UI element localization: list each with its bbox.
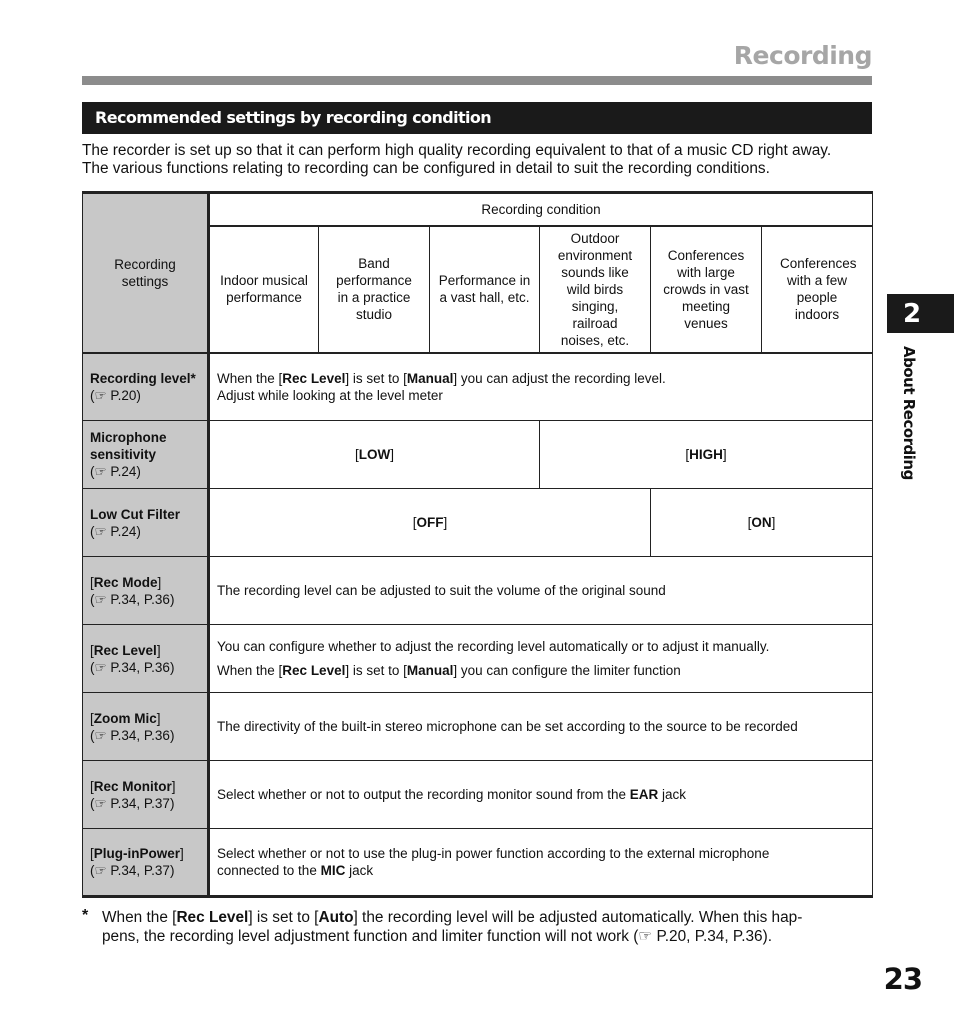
footnote-line: pens, the recording level adjustment function and limiter function will not work (☞ P.20, P.34, P.36). (102, 928, 772, 945)
value-cell-off: [OFF] (209, 489, 651, 557)
page-ref-icon: ☞ (94, 863, 107, 878)
page-ref-icon: ☞ (94, 795, 107, 811)
value-cell-high: [HIGH] (540, 421, 873, 489)
value-cell-low: [LOW] (209, 421, 540, 489)
row-description: The recording level can be adjusted to suit the volume of the original sound (209, 557, 873, 625)
page-number: 23 (883, 962, 922, 996)
row-description: The directivity of the built-in stereo microphone can be set according to the source to be recorded (209, 693, 873, 761)
condition-header: Outdoor environment sounds like wild birds singing, railroad noises, etc. (540, 226, 651, 353)
row-header-recording-level: Recording level* (☞ P.20) (83, 353, 209, 421)
condition-header: Indoor musical performance (209, 226, 319, 353)
page-header-title: Recording (733, 41, 872, 70)
row-description: You can configure whether to adjust the recording level automatically or to adjust it manually. When the [Rec Level] is set to [Manual] you can configure the limiter function (209, 625, 873, 693)
page-ref-icon: ☞ (94, 387, 107, 403)
table-row (83, 421, 873, 489)
value-cell-on: [ON] (651, 489, 873, 557)
page-ref-icon: ☞ (94, 591, 107, 607)
footnote-line: When the [Rec Level] is set to [Auto] the recording level will be adjusted automatically. When this hap- (102, 909, 803, 926)
intro-line: The recorder is set up so that it can perform high quality recording equivalent to that of a music CD right away. (82, 142, 832, 159)
row-header-rec-mode: [Rec Mode] (☞ P.34, P.36) (83, 557, 209, 625)
intro-paragraph (82, 142, 882, 178)
row-description: When the [Rec Level] is set to [Manual] you can adjust the recording level. Adjust while looking at the level meter (209, 353, 873, 421)
table-row (83, 625, 873, 693)
table-row (83, 557, 873, 625)
footnote (82, 908, 882, 946)
page-ref-icon: ☞ (94, 727, 107, 743)
row-header-plug-in-power: [Plug-inPower] (☞ P.34, P.37) (83, 829, 209, 897)
row-header-zoom-mic: [Zoom Mic] (☞ P.34, P.36) (83, 693, 209, 761)
intro-line: The various functions relating to recording can be configured in detail to suit the recording conditions. (82, 160, 770, 177)
row-description: Select whether or not to output the recording monitor sound from the EAR jack (209, 761, 873, 829)
row-header-rec-level: [Rec Level] (☞ P.34, P.36) (83, 625, 209, 693)
row-header-rec-monitor: [Rec Monitor] (☞ P.34, P.37) (83, 761, 209, 829)
table-row (83, 353, 873, 421)
recording-condition-header: Recording condition (209, 193, 873, 226)
header-rule (82, 76, 872, 85)
table-row (83, 693, 873, 761)
chapter-tab: 2 (887, 294, 954, 333)
table-row (83, 829, 873, 897)
table-row (83, 761, 873, 829)
section-title: Recommended settings by recording condition (82, 102, 872, 134)
condition-header: Band performance in a practice studio (319, 226, 430, 353)
row-header-low-cut-filter: Low Cut Filter (☞ P.24) (83, 489, 209, 557)
footnote-marker: * (82, 907, 89, 924)
condition-header: Conferences with large crowds in vast meeting venues (651, 226, 762, 353)
page-ref-icon: ☞ (638, 928, 653, 945)
page-ref-icon: ☞ (94, 464, 107, 479)
row-header-microphone-sensitivity: Microphone sensitivity (☞ P.24) (83, 421, 209, 489)
chapter-side-label: About Recording (900, 346, 918, 480)
page-ref-icon: ☞ (94, 659, 107, 675)
table-row (83, 489, 873, 557)
page-ref-icon: ☞ (94, 523, 107, 539)
recording-settings-table (82, 191, 873, 898)
row-description: Select whether or not to use the plug-in power function according to the external microphone connected to the MIC jack (209, 829, 873, 897)
table-corner-header: Recording settings (83, 193, 209, 353)
condition-header: Performance in a vast hall, etc. (430, 226, 540, 353)
condition-header: Conferences with a few people indoors (762, 226, 873, 353)
